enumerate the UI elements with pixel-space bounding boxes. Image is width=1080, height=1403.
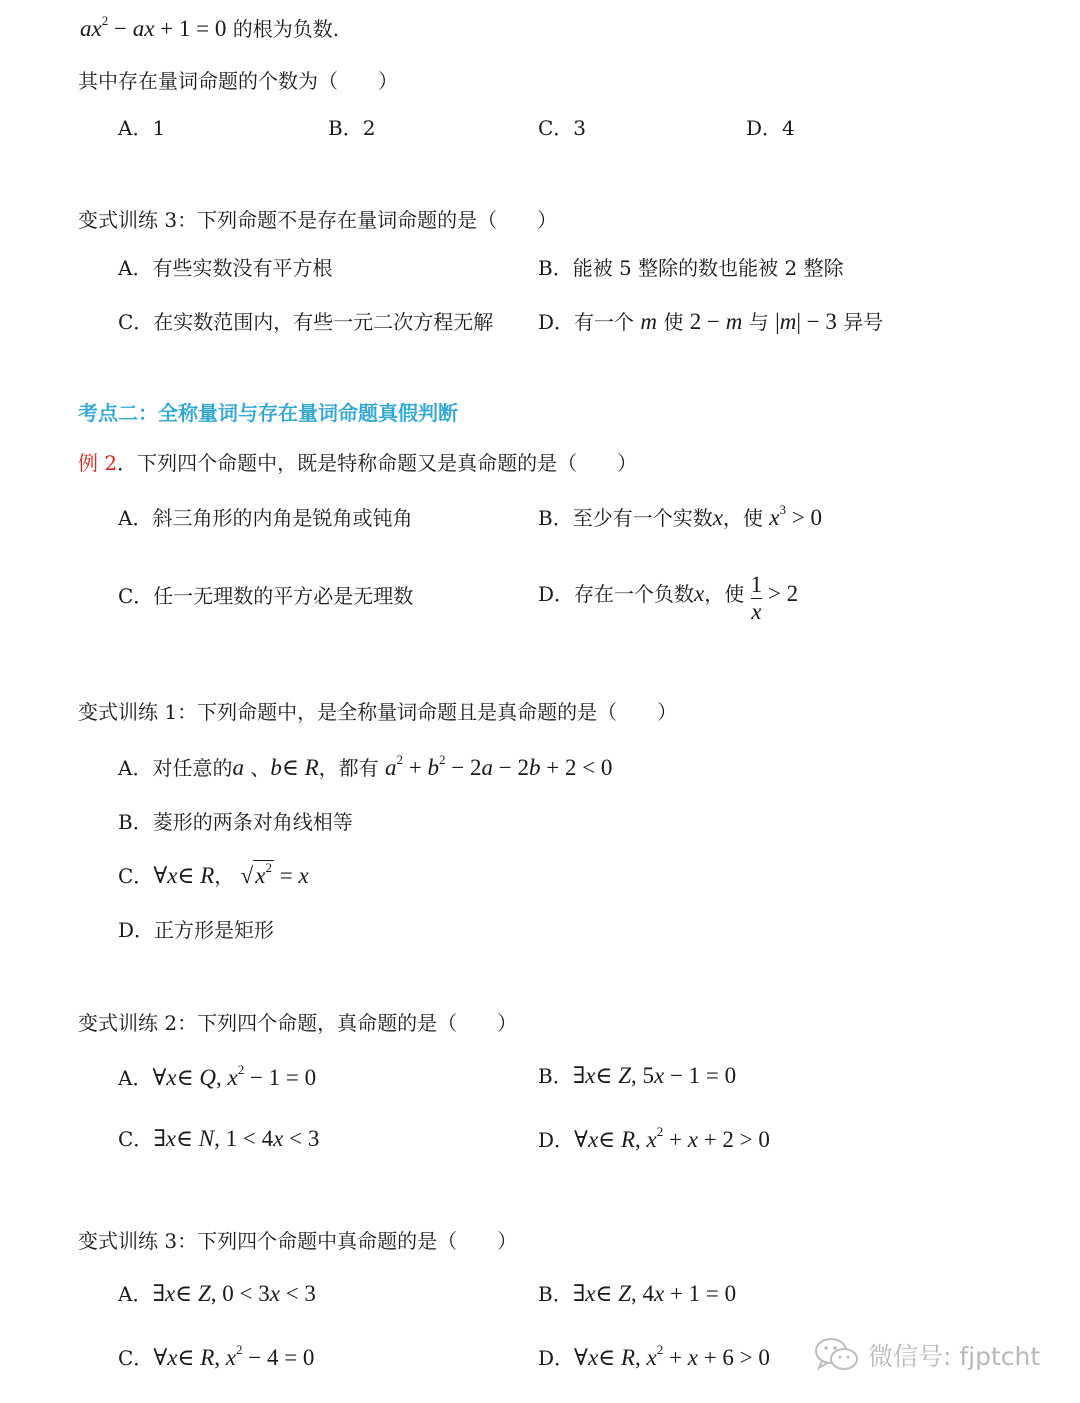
option-a-prefix: A．对任意的 xyxy=(118,756,233,780)
option-d-mid: ，使 xyxy=(704,582,745,607)
option-b: B．至少有一个实数x，使 $x^3 > 0$ xyxy=(538,502,822,530)
option-d-prefix: D．存在一个负数 xyxy=(538,582,695,607)
option-a: A．对任意的a 、b∈ R，都有 $a^2 + b^2 - 2a - 2b + 2 < 0$ xyxy=(118,752,613,780)
section-heading: 考点二：全称量词与存在量词命题真假判断 xyxy=(78,401,458,425)
example-label: 例 2 xyxy=(78,451,118,475)
option-label: A． xyxy=(118,1066,153,1090)
option-b: B．∃x∈ Z, 4x + 1 = 0 xyxy=(538,1281,737,1306)
question-stem: 变式训练 1：下列命题中，是全称量词命题且是真命题的是（ ） xyxy=(78,700,678,724)
option-a: A．1 xyxy=(118,116,166,140)
option-label: C． xyxy=(118,1346,154,1370)
question-stem: 变式训练 3：下列命题不是存在量词命题的是（ ） xyxy=(78,208,558,232)
watermark-text: 微信号: fjptcht xyxy=(868,1342,1041,1371)
option-b: B．∃x∈ Z, 5x − 1 = 0 xyxy=(538,1063,737,1088)
option-label: C． xyxy=(118,1127,154,1151)
option-label: B． xyxy=(538,1282,573,1306)
option-c: C．在实数范围内，有些一元二次方程无解 xyxy=(118,310,494,334)
wechat-icon xyxy=(812,1335,862,1375)
option-d-mid: 使 xyxy=(663,310,684,334)
option-c: C．∃x∈ N, 1 < 4x < 3 xyxy=(118,1126,320,1151)
option-a: A．∃x∈ Z, 0 < 3x < 3 xyxy=(118,1281,316,1306)
prev-question-tail-text: 的根为负数. xyxy=(232,17,340,41)
option-d-suffix: 异号 xyxy=(843,310,884,334)
example-stem xyxy=(78,453,637,473)
question-stem: 变式训练 3：下列四个命题中真命题的是（ ） xyxy=(78,1229,518,1253)
option-d-prefix: D．有一个 xyxy=(538,310,635,334)
prev-question-tail: $ax^2$ − ax + 1 = 0 的根为负数. xyxy=(80,13,340,41)
option-d: D．∀x∈ R, $x^2 + x + 6 > 0$ xyxy=(538,1342,770,1370)
option-b: B．能被 5 整除的数也能被 2 整除 xyxy=(538,256,844,280)
option-label: D． xyxy=(538,1128,575,1152)
option-c-sep: ， xyxy=(214,864,235,888)
option-b-mid: ，使 xyxy=(722,506,763,530)
question-stem: 其中存在量词命题的个数为（ ） xyxy=(78,69,398,93)
sqrt: $√x^2$ xyxy=(240,860,272,888)
option-c: C．3 xyxy=(538,116,587,140)
example-stem-text: ．下列四个命题中，既是特称命题又是真命题的是（ ） xyxy=(117,451,638,475)
option-d: D．有一个 m 使 2 − m 与 |m| − 3 异号 xyxy=(538,309,884,334)
option-label: A． xyxy=(118,1282,153,1306)
option-label: D． xyxy=(538,1346,575,1370)
option-c: C．任一无理数的平方必是无理数 xyxy=(118,584,414,608)
question-stem: 变式训练 2：下列四个命题，真命题的是（ ） xyxy=(78,1011,518,1035)
option-b-prefix: B．至少有一个实数 xyxy=(538,506,713,530)
option-a-mid: ，都有 xyxy=(318,756,379,780)
option-d: D．∀x∈ R, $x^2 + x + 2 > 0$ xyxy=(538,1124,770,1152)
option-a-sep: 、 xyxy=(250,756,271,780)
option-b: B．2 xyxy=(328,116,376,140)
option-d: D．正方形是矩形 xyxy=(118,918,275,942)
option-label: B． xyxy=(538,1064,573,1088)
option-c: C．∀x∈ R， $√x^2 = x$ xyxy=(118,860,309,888)
option-c: C．∀x∈ R, $x^2 - 4 = 0$ xyxy=(118,1342,315,1370)
option-a: A．∀x∈ Q, $x^2 - 1 = 0$ xyxy=(118,1062,317,1090)
option-d: D．4 xyxy=(746,116,795,140)
option-d: D．存在一个负数x，使 $\frac{1}{x}$ > 2 xyxy=(538,572,799,625)
watermark xyxy=(812,1333,1052,1377)
option-d-mid2: 与 xyxy=(748,310,769,334)
option-c-prefix: C． xyxy=(118,864,154,888)
option-a: A．斜三角形的内角是锐角或钝角 xyxy=(118,506,413,530)
option-a: A．有些实数没有平方根 xyxy=(118,256,333,280)
fraction: $\frac{1}{x}$ xyxy=(750,572,763,625)
option-b: B．菱形的两条对角线相等 xyxy=(118,810,353,834)
